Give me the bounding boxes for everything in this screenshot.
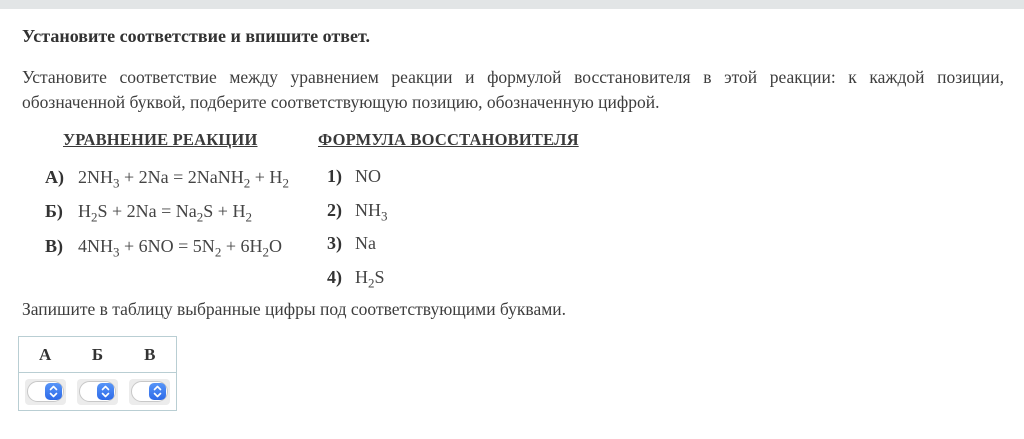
answer-table	[18, 336, 177, 411]
answer-col-header-v: В	[144, 344, 156, 364]
top-bar	[0, 0, 1024, 9]
equation-formula: $4NH_3 + 6NO = 5N_2 + 6H_2O$	[78, 235, 282, 260]
answer-col-header-b: Б	[91, 344, 104, 364]
option-number: 4)	[327, 266, 342, 287]
equation-row	[45, 160, 289, 195]
equation-formula: $2NH_3 + 2Na$ = 2NaNH$_2$ + $H_2$	[78, 166, 289, 191]
option-number: 2)	[327, 199, 342, 220]
answer-select-a[interactable]	[25, 379, 66, 405]
answer-cell-b	[71, 379, 123, 405]
equation-row	[45, 195, 289, 230]
answer-select-v[interactable]	[129, 379, 170, 405]
option-row	[327, 261, 388, 295]
options-column	[327, 160, 388, 294]
select-field	[79, 381, 116, 402]
answer-col-header-a: А	[39, 344, 52, 364]
answer-table-inputs	[19, 373, 176, 410]
page-title: Установите соответствие и впишите ответ.	[22, 26, 370, 46]
select-field	[27, 381, 64, 402]
option-formula: $H_2S$	[355, 266, 385, 291]
up-down-arrows-icon	[97, 383, 114, 400]
up-down-arrows-icon	[45, 383, 62, 400]
equation-letter: Б)	[45, 201, 63, 222]
option-row	[327, 194, 388, 228]
option-number: 3)	[327, 233, 342, 254]
answer-select-b[interactable]	[77, 379, 118, 405]
select-field	[131, 381, 168, 402]
equation-formula: $H_2S + 2Na = Na_2S + H_2$	[78, 201, 252, 225]
option-row	[327, 227, 388, 261]
answer-cell-v	[124, 379, 176, 405]
answer-cell-a	[19, 379, 71, 405]
answer-instruction: Запишите в таблицу выбранные цифры под соответствующими буквами.	[22, 299, 567, 319]
option-number: 1)	[327, 166, 342, 187]
option-formula: $NH_3$	[355, 199, 388, 224]
equation-letter: В)	[45, 235, 63, 256]
option-row	[327, 160, 388, 194]
left-column-header: УРАВНЕНИЕ РЕАКЦИИ	[63, 130, 258, 149]
up-down-arrows-icon	[149, 383, 166, 400]
equations-column	[45, 160, 289, 264]
matching-section	[0, 130, 1024, 300]
equation-letter: А)	[45, 166, 64, 187]
right-column-header: ФОРМУЛА ВОССТАНОВИТЕЛЯ	[318, 130, 579, 149]
equation-row	[45, 229, 289, 264]
option-formula: Na	[355, 233, 376, 254]
option-formula: NO	[355, 166, 381, 187]
answer-table-header	[19, 337, 176, 373]
task-instruction: Установите соответствие между уравнением реакции и формулой восстановителя в этой реакции: к каждой позиции, обозначенной буквой, подберите соответствующую позицию, обозначенную цифрой.	[22, 67, 1004, 112]
